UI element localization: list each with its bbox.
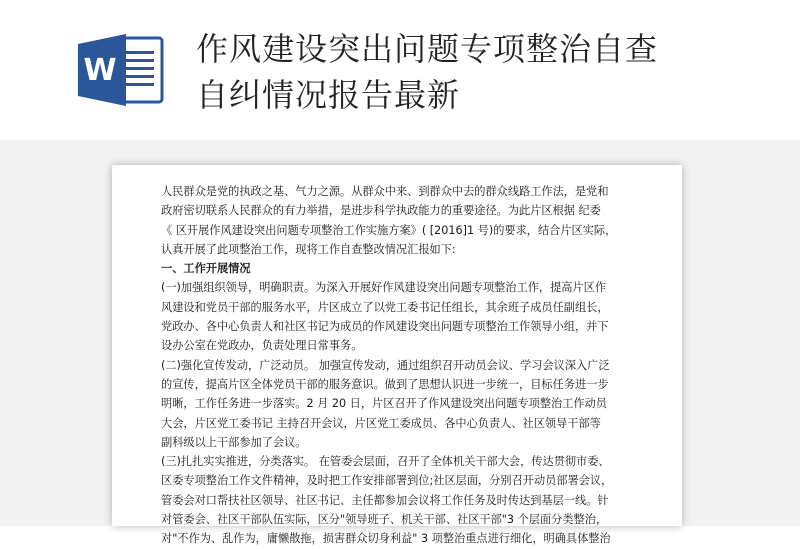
paragraph-line: 党政办、各中心负责人和社区书记为成员的作风建设突出问题专项整治工作领导小组，并下 xyxy=(161,320,609,334)
svg-text:W: W xyxy=(83,53,117,88)
document-page-preview xyxy=(112,165,682,546)
paragraph-line: (三)扎扎实实推进，分类落实。 在管委会层面，召开了全体机关干部大会，传达贯彻市委、 xyxy=(161,455,610,469)
paragraph-line: 区委专项整治工作文件精神，及时把工作安排部署到位;社区层面，分别召开动员部署会议， xyxy=(161,474,613,488)
paragraph-line: 认真开展了此项整治工作，现将工作自查整改情况汇报如下: xyxy=(161,242,456,256)
paragraph-line: 政府密切联系人民群众的有力举措，是进步科学执政能力的重要途径。为此片区根据 纪委 xyxy=(161,204,601,218)
word-document-icon xyxy=(76,34,166,106)
paragraph-line: (二)强化宣传发动，广泛动员。 加强宣传发动，通过组织召开动员会议、学习会议深入广泛 xyxy=(161,358,610,372)
page-title-line-1: 作风建设突出问题专项整治自查 xyxy=(196,30,659,68)
paragraph-line: 对"不作为、乱作为，庸懒散拖，损害群众切身利益" 3 项整治重点进行细化，明确具体整治 xyxy=(161,532,611,546)
paragraph-line: (一)加强组织领导，明确职责。为深入开展好作风建设突出问题专项整治工作，提高片区作 xyxy=(161,281,607,295)
paragraph-line: 风建设和党员干部的服务水平，片区成立了以党工委书记任组长，其余班子成员任副组长， xyxy=(161,300,609,314)
paragraph-line: 对管委会、社区干部队伍实际，区分"领导班子、机关干部、社区干部"3 个层面分类整治， xyxy=(161,513,608,527)
paragraph-line: 设办公室在党政办，负责处理日常事务。 xyxy=(161,339,363,353)
paragraph-line: 副科级以上干部参加了会议。 xyxy=(161,435,307,449)
page-title-line-2: 自纠情况报告最新 xyxy=(196,76,461,114)
header-banner xyxy=(0,0,800,140)
section-heading: 一、工作开展情况 xyxy=(161,262,251,276)
document-body xyxy=(161,182,651,549)
paragraph-line: 人民群众是党的执政之基、气力之源。从群众中来、到群众中去的群众线路工作法，是党和 xyxy=(161,185,609,198)
paragraph-line: 的宣传，提高片区全体党员干部的服务意识。做到了思想认识进一步统一，目标任务进一步 xyxy=(161,377,609,391)
paragraph-line: 大会，片区党工委书记 主持召开会议，片区党工委成员、各中心负责人、社区领导干部等 xyxy=(161,416,601,430)
page-title xyxy=(196,26,756,118)
paragraph-line: 管委会对口帮扶社区领导、社区书记、主任都参加会议将工作任务及时传达到基层一线。针 xyxy=(161,493,609,507)
paragraph-line: 明晰，工作任务进一步落实。2 月 20 日，片区召开了作风建设突出问题专项整治工作动员 xyxy=(161,397,607,411)
paragraph-line: 《 区开展作风建设突出问题专项整治工作实施方案》( [2016]1 号)的要求，结合片区实际， xyxy=(161,223,617,237)
